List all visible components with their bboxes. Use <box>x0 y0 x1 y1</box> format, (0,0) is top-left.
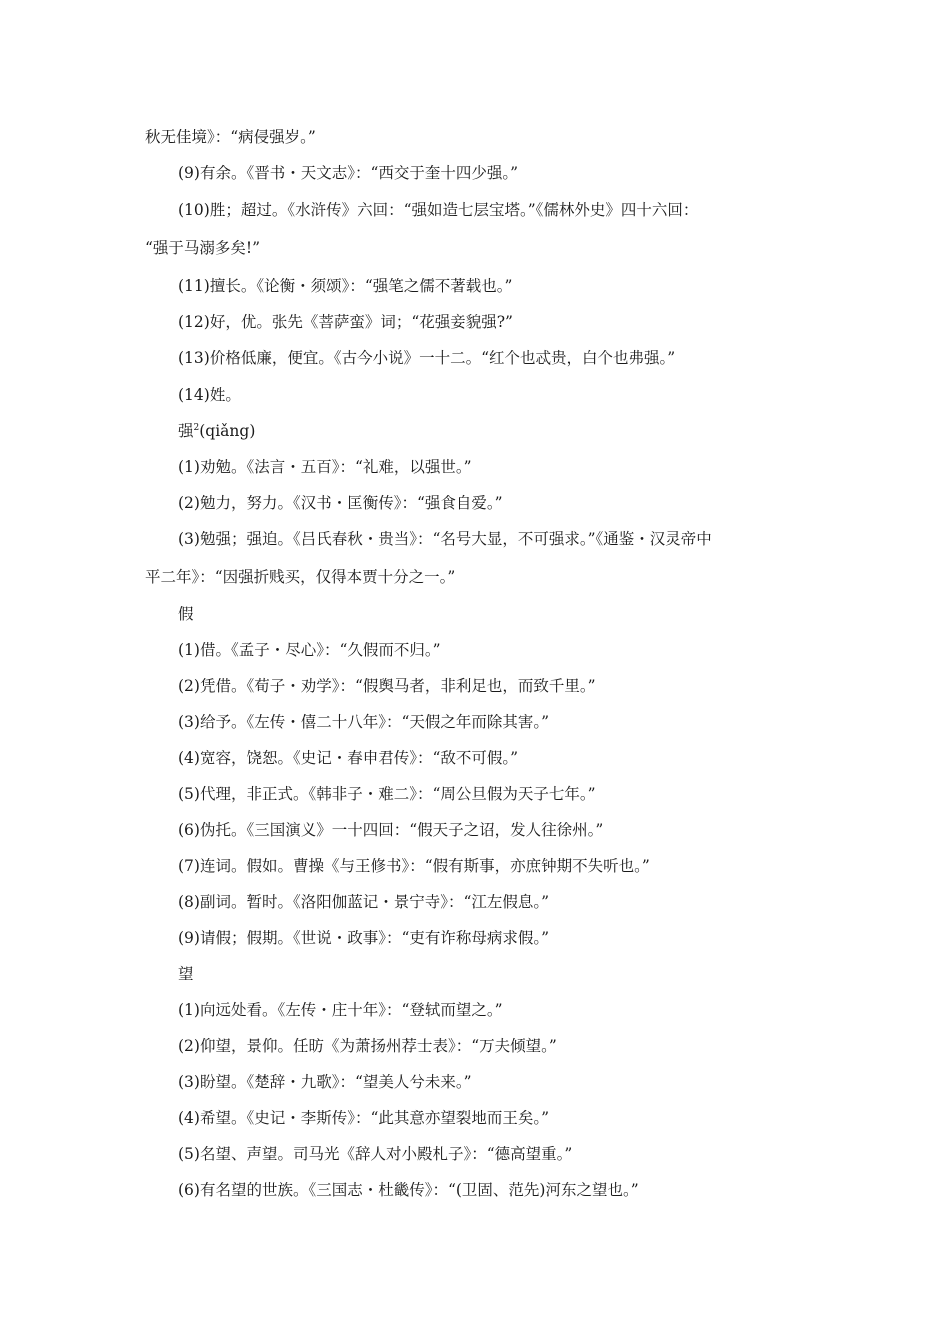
definition-line: (4)希望。《史记・李斯传》：“此其意亦望裂地而王矣。” <box>178 1109 550 1127</box>
definition-line: (2)勉力，努力。《汉书・匡衡传》：“强食自爱。” <box>178 494 503 512</box>
definition-line: (9)有余。《晋书・天文志》：“西交于奎十四少强。” <box>178 164 519 182</box>
definition-line: (6)伪托。《三国演义》一十四回：“假天子之诏，发人往徐州。” <box>178 821 604 839</box>
definition-line: (13)价格低廉，便宜。《古今小说》一十二。“红个也忒贵，白个也弗强。” <box>178 349 676 367</box>
definition-line: (9)请假；假期。《世说・政事》：“吏有诈称母病求假。” <box>178 929 550 947</box>
definition-line: (1)劝勉。《法言・五百》：“礼难，以强世。” <box>178 458 472 476</box>
entry-char: 强 <box>178 422 194 440</box>
definition-line: (8)副词。暂时。《洛阳伽蓝记・景宁寺》：“江左假息。” <box>178 893 550 911</box>
definition-line: (1)向远处看。《左传・庄十年》：“登轼而望之。” <box>178 1001 503 1019</box>
definition-line: (1)借。《孟子・尽心》：“久假而不归。” <box>178 641 441 659</box>
definition-line: (6)有名望的世族。《三国志・杜畿传》：“(卫固、范先)河东之望也。” <box>178 1181 639 1199</box>
entry-pinyin: (qiǎng) <box>199 422 256 440</box>
definition-line: (5)名望、声望。司马光《辞人对小殿札子》：“德高望重。” <box>178 1145 573 1163</box>
text-line: 平二年》：“因强折贱买，仅得本贾十分之一。” <box>145 568 456 586</box>
entry-heading <box>178 421 255 441</box>
definition-line: (12)好，优。张先《菩萨蛮》词；“花强妾貌强?” <box>178 313 513 331</box>
definition-line: (2)凭借。《荀子・劝学》：“假舆马者，非利足也，而致千里。” <box>178 677 596 695</box>
text-line: “强于马溺多矣!” <box>145 239 261 257</box>
definition-line: (10)胜；超过。《水浒传》六回：“强如造七层宝塔。”《儒林外史》四十六回： <box>178 201 699 219</box>
definition-line: (2)仰望，景仰。任昉《为萧扬州荐士表》：“万夫倾望。” <box>178 1037 557 1055</box>
definition-line: (3)给予。《左传・僖二十八年》：“天假之年而除其害。” <box>178 713 550 731</box>
definition-line: (4)宽容，饶恕。《史记・春申君传》：“敌不可假。” <box>178 749 519 767</box>
definition-line: (5)代理，非正式。《韩非子・难二》：“周公旦假为天子七年。” <box>178 785 596 803</box>
definition-line: (14)姓。 <box>178 386 241 404</box>
definition-line: (11)擅长。《论衡・须颂》：“强笔之儒不著载也。” <box>178 277 513 295</box>
text-line: 秋无佳境》：“病侵强岁。” <box>145 128 316 146</box>
entry-heading: 假 <box>178 605 194 623</box>
definition-line: (3)勉强；强迫。《吕氏春秋・贵当》：“名号大显，不可强求。”《通鉴・汉灵帝中 <box>178 530 712 548</box>
entry-heading: 望 <box>178 965 194 983</box>
definition-line: (7)连词。假如。曹操《与王修书》：“假有斯事，亦庶钟期不失听也。” <box>178 857 650 875</box>
definition-line: (3)盼望。《楚辞・九歌》：“望美人兮未来。” <box>178 1073 472 1091</box>
entry-superscript: 2 <box>193 422 200 433</box>
